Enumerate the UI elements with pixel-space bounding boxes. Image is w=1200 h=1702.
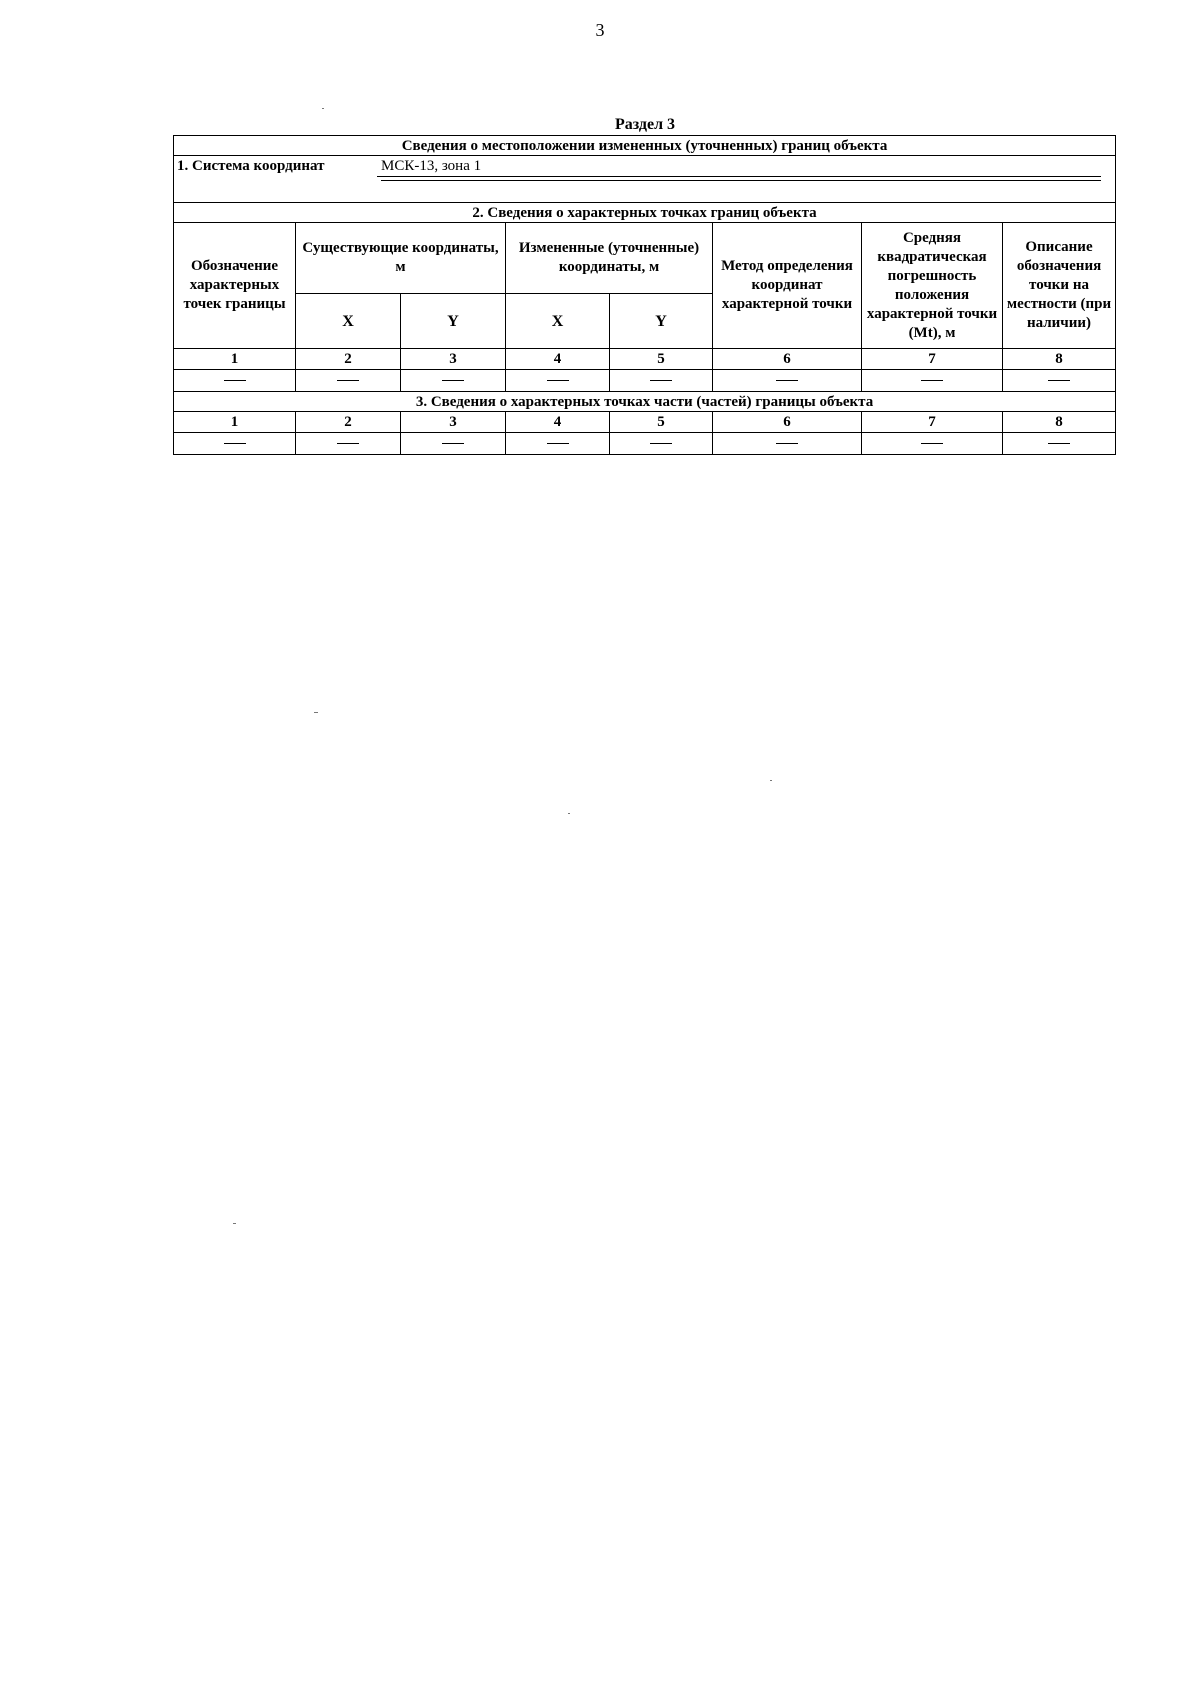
dash-mark (1048, 443, 1070, 444)
scan-speck (322, 108, 324, 109)
column-number: 1 (174, 349, 296, 370)
dash-mark (776, 380, 798, 381)
section-title: Раздел 3 (614, 116, 676, 133)
page-number: 3 (595, 20, 605, 40)
coord-system-label: 1. Система координат (177, 158, 325, 174)
empty-data-row (174, 370, 1116, 392)
dash-mark (921, 380, 943, 381)
header-description: Описание обозначения точки на местности (при наличии) (1003, 223, 1116, 349)
subsection3-heading-row (174, 392, 1116, 412)
column-numbers-row-2 (174, 412, 1116, 433)
subsection2-heading-row (174, 203, 1116, 223)
dash-mark (337, 380, 359, 381)
column-number: 5 (610, 349, 713, 370)
dash-mark (442, 443, 464, 444)
header-row-1 (174, 223, 1116, 294)
dash-mark (224, 380, 246, 381)
subsection2-heading: 2. Сведения о характерных точках границ объекта (174, 203, 1116, 223)
column-number: 4 (506, 412, 610, 433)
header-method: Метод определения координат характерной точки (713, 223, 862, 349)
scan-speck (770, 780, 772, 781)
main-heading: Сведения о местоположении измененных (уточненных) границ объекта (174, 136, 1116, 156)
header-changed-x: X (506, 294, 610, 349)
dash-mark (224, 443, 246, 444)
dash-mark (547, 443, 569, 444)
scan-speck (314, 712, 318, 713)
header-existing-coords: Существующие координаты, м (296, 223, 506, 294)
dash-mark (776, 443, 798, 444)
dash-mark (650, 443, 672, 444)
header-changed-coords: Измененные (уточненные) координаты, м (506, 223, 713, 294)
column-numbers-row (174, 349, 1116, 370)
column-number: 5 (610, 412, 713, 433)
coord-system-row (174, 156, 1116, 179)
scan-speck (233, 1223, 236, 1224)
scan-speck (568, 813, 570, 814)
column-number: 6 (713, 349, 862, 370)
column-number: 8 (1003, 349, 1116, 370)
header-designation: Обозначение характерных точек границы (174, 223, 296, 349)
column-number: 3 (401, 349, 506, 370)
main-heading-row (174, 136, 1116, 156)
column-number: 2 (296, 349, 401, 370)
coord-system-value: МСК-13, зона 1 (377, 157, 1101, 177)
dash-mark (1048, 380, 1070, 381)
column-number: 1 (174, 412, 296, 433)
empty-data-row-2 (174, 433, 1116, 455)
column-number: 7 (862, 412, 1003, 433)
header-mean-error: Средняя квадратическая погрешность положения характерной точки (Mt), м (862, 223, 1003, 349)
column-number: 3 (401, 412, 506, 433)
boundary-points-table (173, 135, 1116, 455)
dash-mark (650, 380, 672, 381)
dash-mark (442, 380, 464, 381)
column-number: 8 (1003, 412, 1116, 433)
column-number: 6 (713, 412, 862, 433)
column-number: 7 (862, 349, 1003, 370)
header-changed-y: Y (610, 294, 713, 349)
header-existing-y: Y (401, 294, 506, 349)
column-number: 4 (506, 349, 610, 370)
subsection3-heading: 3. Сведения о характерных точках части (частей) границы объекта (174, 392, 1116, 412)
coord-system-blank-row (174, 178, 1116, 203)
dash-mark (337, 443, 359, 444)
dash-mark (921, 443, 943, 444)
column-number: 2 (296, 412, 401, 433)
header-existing-x: X (296, 294, 401, 349)
dash-mark (547, 380, 569, 381)
